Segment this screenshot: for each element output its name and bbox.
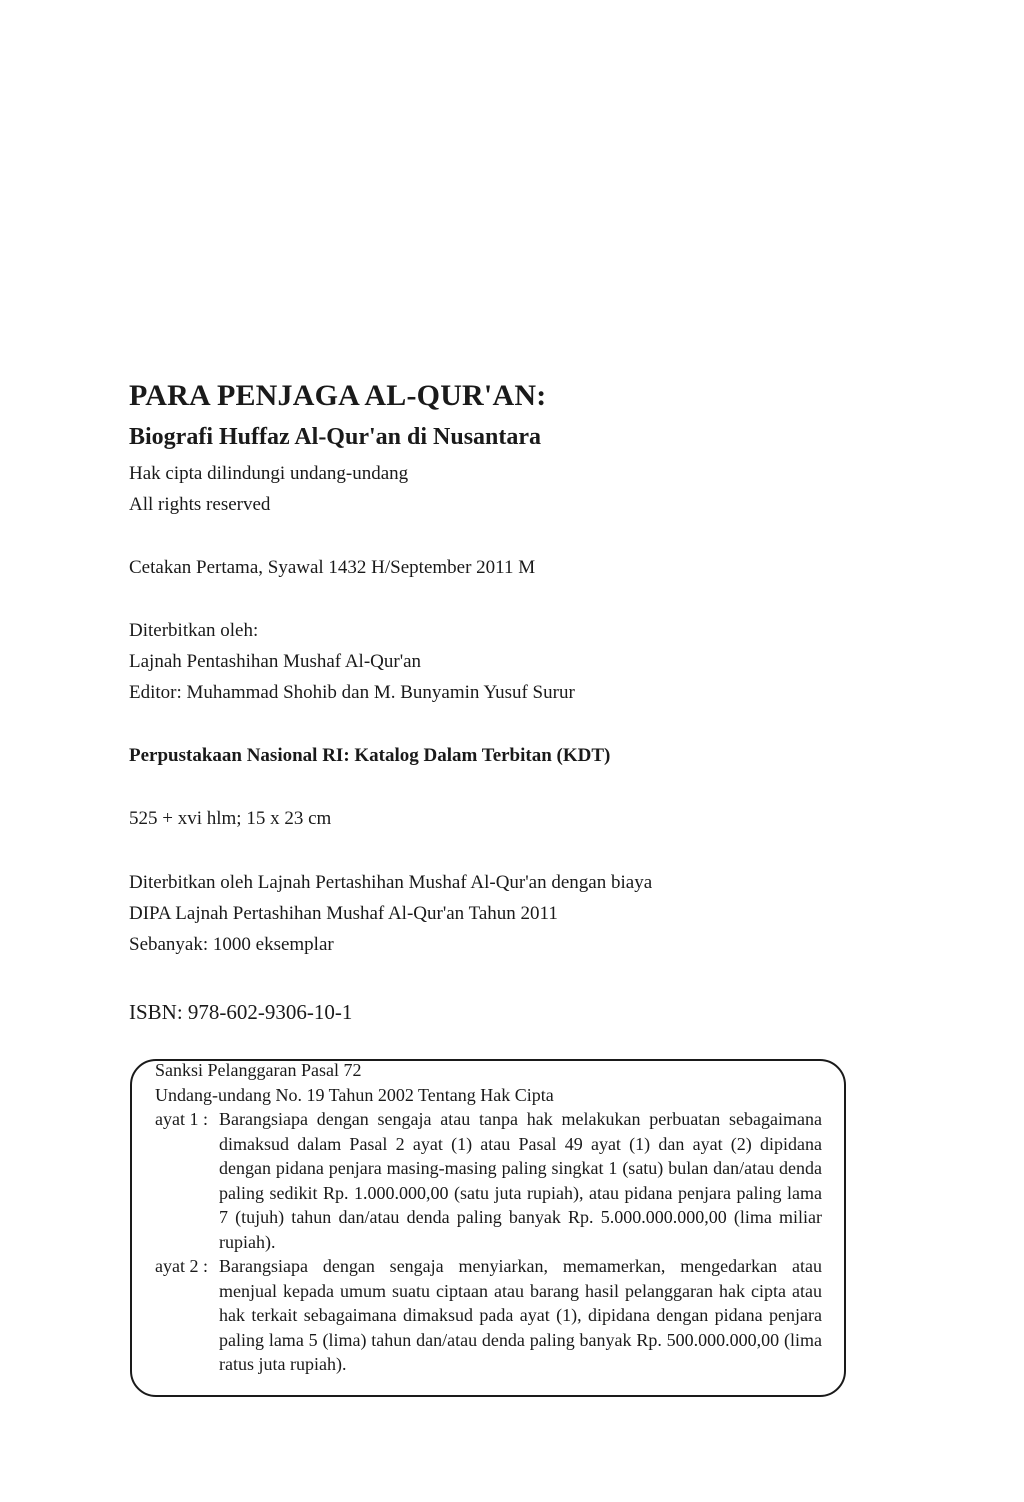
publisher-name: Lajnah Pentashihan Mushaf Al-Qur'an [129, 651, 422, 672]
sanction-heading: Sanksi Pelanggaran Pasal 72 [155, 1060, 362, 1080]
ayat-label: ayat 1 : [155, 1109, 208, 1129]
edition-info: Cetakan Pertama, Syawal 1432 H/September 2011 M [129, 557, 536, 578]
publisher-label: Diterbitkan oleh: [129, 620, 259, 641]
sanction-law: Undang-undang No. 19 Tahun 2002 Tentang Hak Cipta [155, 1084, 554, 1105]
book-title: PARA PENJAGA AL-QUR'AN: [129, 379, 547, 412]
sanction-ayat-1 [155, 1107, 822, 1254]
ayat-text: Barangsiapa dengan sengaja menyiarkan, memamerkan, mengedarkan atau menjual kepada umum suatu ciptaan atau barang hasil pelanggaran hak cipta atau hak terkait sebagaimana dimaksud pada ayat (1), dipidana dengan pidana penjara paling lama 5 (lima) tahun dan/atau denda paling banyak Rp. 500.000.000,00 (lima ratus juta rupiah). [219, 1256, 822, 1374]
funding-info [129, 867, 652, 960]
funding-line: DIPA Lajnah Pertashihan Mushaf Al-Qur'an Tahun 2011 [129, 903, 558, 924]
kdt-heading: Perpustakaan Nasional RI: Katalog Dalam Terbitan (KDT) [129, 745, 611, 766]
editor-line: Editor: Muhammad Shohib dan M. Bunyamin Yusuf Surur [129, 682, 575, 703]
funding-line: Diterbitkan oleh Lajnah Pertashihan Mushaf Al-Qur'an dengan biaya [129, 872, 653, 893]
sanction-content [155, 1058, 822, 1377]
ayat-text: Barangsiapa dengan sengaja atau tanpa hak melakukan perbuatan sebagaimana dimaksud dalam Pasal 2 ayat (1) atau Pasal 49 ayat (1) dan ayat (2) dipidana dengan pidana penjara masing-masing paling singkat 1 (satu) bulan dan/atau denda paling sedikit Rp. 1.000.000,00 (satu juta rupiah), atau pidana penjara paling lama 7 (tujuh) tahun dan/atau denda paling banyak Rp. 5.000.000.000,00 (lima miliar rupiah). [219, 1109, 822, 1252]
book-subtitle: Biografi Huffaz Al-Qur'an di Nusantara [129, 424, 542, 450]
isbn: ISBN: 978-602-9306-10-1 [129, 1000, 353, 1024]
sanction-ayat-2 [155, 1254, 822, 1377]
page-dimensions: 525 + xvi hlm; 15 x 23 cm [129, 808, 332, 829]
print-run: Sebanyak: 1000 eksemplar [129, 934, 334, 955]
copyright-line: Hak cipta dilindungi undang-undang [129, 463, 409, 484]
rights-line: All rights reserved [129, 494, 271, 515]
ayat-label: ayat 2 : [155, 1256, 208, 1276]
publisher-info [129, 615, 575, 708]
copyright-notice [129, 458, 408, 520]
